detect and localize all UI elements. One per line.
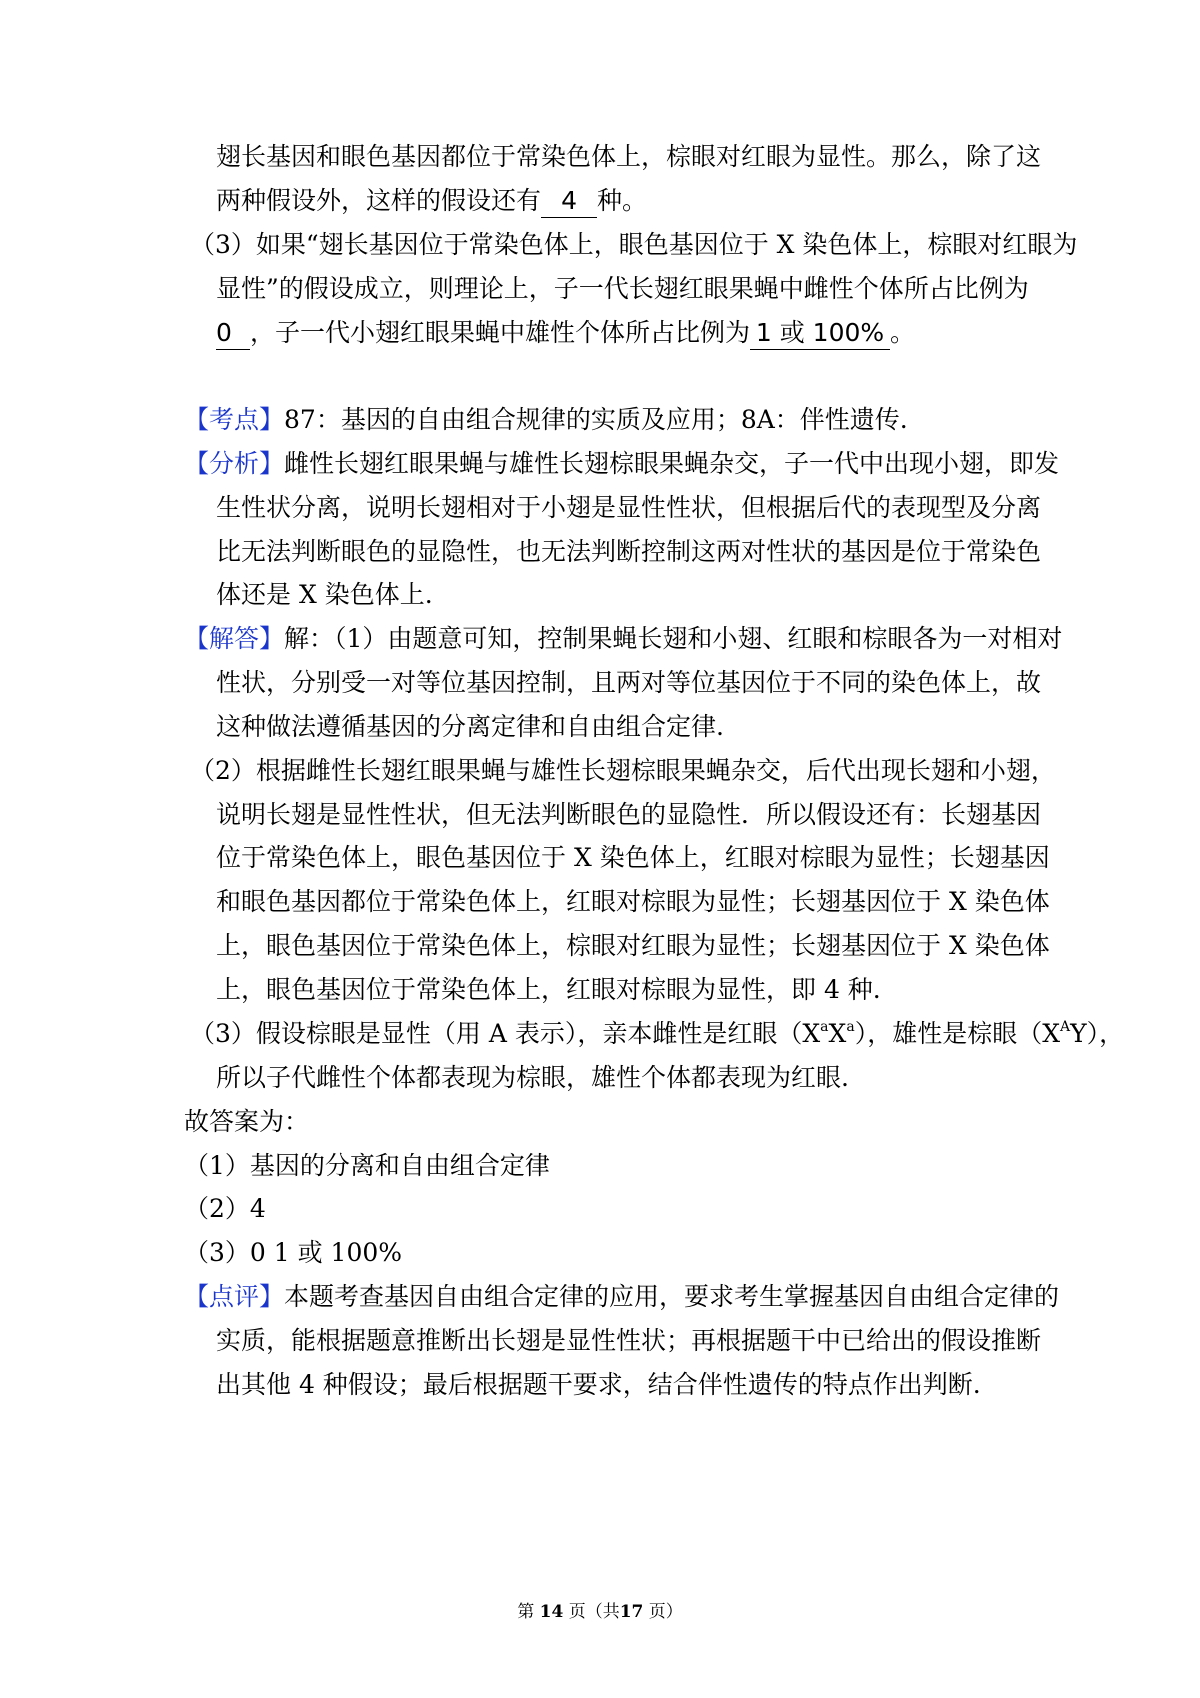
q3-line-3: [216, 317, 915, 350]
jieda-text: 解：（1）由题意可知，控制果蝇长翅和小翅、红眼和棕眼各为一对相对: [284, 624, 1063, 653]
jieda-p2-line-1: （2）根据雌性长翅红眼果蝇与雄性长翅棕眼果蝇杂交，后代出现长翅和小翅，: [190, 756, 1056, 785]
answer-blank: 4: [541, 187, 597, 218]
current-page-number: 14: [539, 1602, 564, 1622]
footer-text: 第: [517, 1602, 535, 1622]
jieda-line-2: 性状，分别受一对等位基因控制，且两对等位基因位于不同的染色体上，故: [216, 668, 1042, 697]
jieda-p2-line-5: 上，眼色基因位于常染色体上，棕眼对红眼为显性；长翅基因位于 X 染色体: [216, 931, 1050, 960]
jieda-p3-text-d: Y），: [1070, 1019, 1125, 1048]
answer-title: 故答案为：: [184, 1107, 310, 1136]
jieda-tag: 【解答】: [184, 624, 285, 653]
jieda-line-1: [184, 623, 1062, 655]
kaodian-text: 87：基因的自由组合规律的实质及应用；8A：伴性遗传.: [284, 405, 908, 434]
q2-line-2-end: 种。: [597, 186, 648, 215]
kaodian-tag: 【考点】: [184, 405, 285, 434]
jieda-line-3: 这种做法遵循基因的分离定律和自由组合定律.: [216, 712, 724, 741]
footer-text: 页）: [648, 1602, 683, 1622]
page-footer: [0, 1601, 1200, 1623]
answer-item-1: （1）基因的分离和自由组合定律: [184, 1151, 550, 1180]
q2-line-2-text: 两种假设外，这样的假设还有: [216, 186, 542, 215]
dianping-line-2: 实质，能根据题意推断出长翅是显性性状；再根据题干中已给出的假设推断: [216, 1326, 1042, 1355]
jieda-p2-line-3: 位于常染色体上，眼色基因位于 X 染色体上，红眼对棕眼为显性；长翅基因: [216, 843, 1050, 872]
dianping-tag: 【点评】: [184, 1282, 285, 1311]
superscript: a: [820, 1018, 829, 1035]
answer-blank: 0: [216, 319, 250, 350]
fenxi-line-3: 比无法判断眼色的显隐性，也无法判断控制这两对性状的基因是位于常染色: [216, 537, 1042, 566]
kaodian-line: [184, 404, 908, 436]
q3-line-3-text: ，子一代小翅红眼果蝇中雄性个体所占比例为: [250, 318, 751, 347]
q2-line-1: 翅长基因和眼色基因都位于常染色体上，棕眼对红眼为显性。那么，除了这: [216, 142, 1042, 171]
q3-line-1: （3）如果“翅长基因位于常染色体上，眼色基因位于 X 染色体上，棕眼对红眼为: [190, 230, 1078, 259]
dianping-line-3: 出其他 4 种假设；最后根据题干要求，结合伴性遗传的特点作出判断.: [216, 1370, 981, 1399]
jieda-p3-text-a: （3）假设棕眼是显性（用 A 表示），亲本雌性是红眼（X: [190, 1019, 821, 1048]
jieda-p2-line-2: 说明长翅是显性性状，但无法判断眼色的显隐性．所以假设还有：长翅基因: [216, 800, 1042, 829]
jieda-p3-line-1: [190, 1018, 1124, 1050]
q3-line-2: 显性”的假设成立，则理论上，子一代长翅红眼果蝇中雌性个体所占比例为: [216, 274, 1029, 303]
jieda-p2-line-4: 和眼色基因都位于常染色体上，红眼对棕眼为显性；长翅基因位于 X 染色体: [216, 887, 1050, 916]
answer-blank: 1 或 100%: [750, 319, 890, 350]
fenxi-line-1: [184, 448, 1059, 480]
answer-item-3: （3）0 1 或 100%: [184, 1238, 403, 1267]
superscript: A: [1060, 1018, 1071, 1035]
total-page-number: 17: [619, 1602, 644, 1622]
fenxi-text: 雌性长翅红眼果蝇与雄性长翅棕眼果蝇杂交，子一代中出现小翅，即发: [284, 449, 1060, 478]
jieda-p3-text-c: ），雄性是棕眼（X: [854, 1019, 1060, 1048]
jieda-p3-line-2: 所以子代雌性个体都表现为棕眼，雄性个体都表现为红眼.: [216, 1063, 849, 1092]
dianping-line-1: [184, 1281, 1059, 1313]
fenxi-line-4: 体还是 X 染色体上.: [216, 580, 433, 609]
fenxi-tag: 【分析】: [184, 449, 285, 478]
q2-line-2: [216, 185, 647, 218]
q3-line-3-end: 。: [890, 318, 916, 347]
superscript: a: [846, 1018, 855, 1035]
fenxi-line-2: 生性状分离，说明长翅相对于小翅是显性性状，但根据后代的表现型及分离: [216, 493, 1042, 522]
dianping-text: 本题考查基因自由组合定律的应用，要求考生掌握基因自由组合定律的: [284, 1282, 1060, 1311]
jieda-p2-line-6: 上，眼色基因位于常染色体上，红眼对棕眼为显性，即 4 种.: [216, 975, 881, 1004]
jieda-p3-text-b: X: [828, 1019, 847, 1048]
footer-text: 页（共: [568, 1602, 620, 1622]
answer-item-2: （2）4: [184, 1194, 266, 1223]
